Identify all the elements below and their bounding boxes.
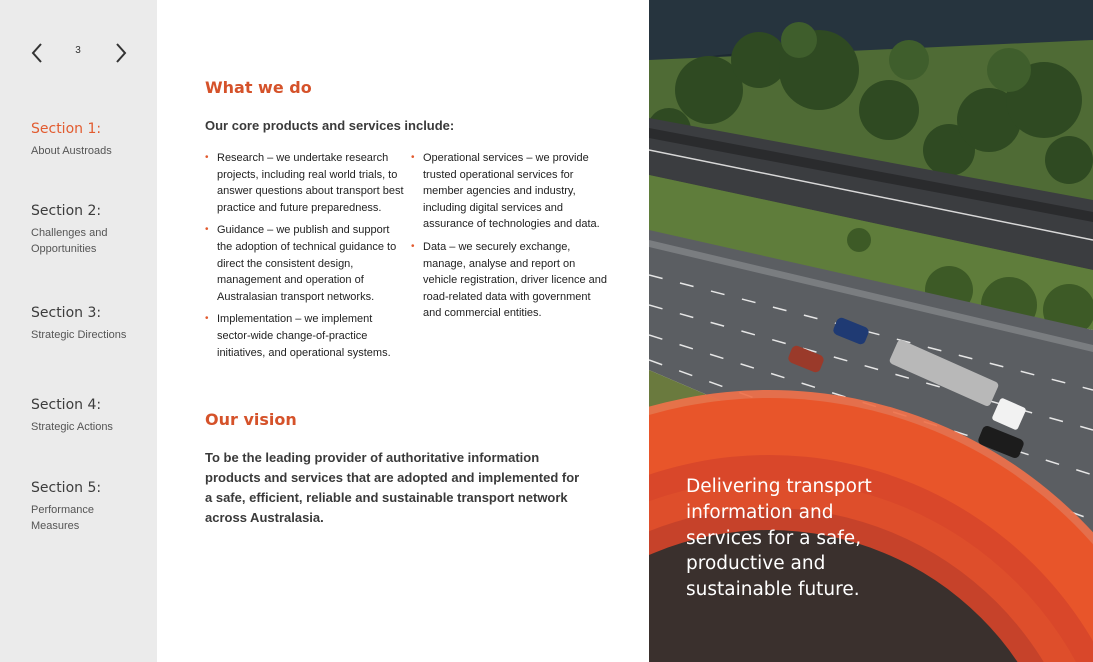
chevron-left-icon [30,42,44,64]
section-title: Challenges and Opportunities [31,227,108,255]
sidebar-item-section-4[interactable] [31,396,149,435]
section-title: Performance Measures [31,504,94,532]
vision-statement: To be the leading provider of authoritative information products and services that are adopted and implemented for a safe, efficient, reliable and sustainable transport network across Australasia. [205,450,580,525]
list-item: • Data – we securely exchange, manage, analyse and report on vehicle registration, driver licence and road-related data with government and commercial entities. [411,239,611,322]
services-list-left [205,150,405,367]
section-number: Section 3: [31,305,102,321]
list-item: • Operational services – we provide trusted operational services for member agencies and industry, including digital services and assurance of technologies and data. [411,150,611,233]
sidebar-item-section-1[interactable] [31,120,149,159]
section-title: Strategic Directions [31,329,127,341]
chevron-right-icon [114,42,128,64]
page-navigator [26,40,136,66]
section-title: Strategic Actions [31,421,113,433]
tagline: Delivering transport information and services for a safe, productive and sustainable future. [686,476,872,601]
list-item: • Implementation – we implement sector-wide change-of-practice initiatives, and operational systems. [205,311,405,361]
section-number: Section 5: [31,480,102,496]
section-title: About Austroads [31,145,112,157]
section-number: Section 4: [31,397,102,413]
section-number: Section 1: [31,121,102,137]
sidebar-item-section-2[interactable] [31,202,149,257]
sidebar-item-section-3[interactable] [31,304,149,343]
main-content [157,0,649,662]
what-we-do-heading: What we do [205,78,312,97]
previous-page-button[interactable] [26,40,48,66]
list-item: • Research – we undertake research projects, including real world trials, to answer questions about transport best practice and future preparedness. [205,150,405,216]
sidebar-item-section-5[interactable] [31,479,149,534]
list-item: • Guidance – we publish and support the adoption of technical guidance to direct the consistent design, management and operation of Australasian transport networks. [205,222,405,305]
sidebar [0,0,157,662]
our-vision-heading: Our vision [205,410,297,429]
aerial-road-photo-panel [649,0,1093,662]
page-number: 3 [75,45,81,56]
services-list-right [411,150,611,328]
section-number: Section 2: [31,203,102,219]
core-products-intro: Our core products and services include: [205,118,455,133]
next-page-button[interactable] [110,40,132,66]
